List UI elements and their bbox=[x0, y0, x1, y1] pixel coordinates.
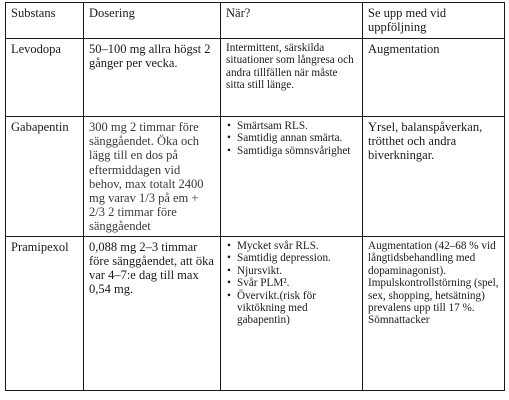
cell-se-upp: Augmentation (42–68 % vid långtidsbehandling med dopaminagonist). Impulskontrollstörning (spel, sex, shopping, hetsätning) prevalens upp till 17 %. Sömnattacker bbox=[363, 237, 505, 391]
bullet-icon: • bbox=[227, 289, 231, 302]
cell-substans: Levodopa bbox=[6, 39, 84, 117]
cell-nar: Intermittent, särskilda situationer som långresa och andra tillfällen när måste sitta still länge. bbox=[221, 39, 363, 117]
list-item: • Njursvikt. bbox=[227, 264, 283, 277]
bullet-icon: • bbox=[227, 252, 231, 265]
nar-list bbox=[226, 240, 358, 327]
list-item: • Svår PLM². bbox=[227, 277, 290, 290]
list-item: • Mycket svår RLS. bbox=[227, 240, 319, 252]
table-row bbox=[6, 39, 505, 117]
cell-se-upp: Augmentation bbox=[363, 39, 505, 117]
table-row bbox=[6, 117, 505, 237]
bullet-icon: • bbox=[227, 144, 231, 157]
list-item: • Samtidig depression. bbox=[227, 252, 331, 265]
cell-dosering: 0,088 mg 2–3 timmar före sänggåendet, att öka var 4–7:e dag till max 0,54 mg. bbox=[84, 237, 221, 391]
header-nar: När? bbox=[221, 3, 363, 39]
bullet-icon: • bbox=[227, 132, 231, 145]
list-item: • Smärtsam RLS. bbox=[227, 120, 308, 132]
header-substans: Substans bbox=[6, 3, 84, 39]
cell-nar bbox=[221, 237, 363, 391]
list-item: • Samtidiga sömnsvårighet bbox=[227, 144, 351, 157]
list-item: • Övervikt.(risk för viktökning med gabapentin) bbox=[227, 289, 316, 327]
cell-dosering: 300 mg 2 timmar före sänggåendet. Öka och lägg till en dos på eftermiddagen vid behov, max totalt 2400 mg varav 1/3 på em + 2/3 2 timmar före sänggåendet bbox=[84, 117, 221, 237]
bullet-icon: • bbox=[227, 264, 231, 277]
nar-list bbox=[226, 120, 358, 157]
bullet-icon: • bbox=[227, 120, 231, 132]
treatment-table bbox=[5, 2, 505, 391]
header-se-upp: Se upp med vid uppföljning bbox=[363, 3, 505, 39]
bullet-icon: • bbox=[227, 277, 231, 290]
bullet-icon: • bbox=[227, 240, 231, 252]
cell-se-upp: Yrsel, balanspåverkan, trötthet och andra biverkningar. bbox=[363, 117, 505, 237]
table-header-row bbox=[6, 3, 505, 39]
cell-nar bbox=[221, 117, 363, 237]
header-dosering: Dosering bbox=[84, 3, 221, 39]
table-row bbox=[6, 237, 505, 391]
cell-substans: Gabapentin bbox=[6, 117, 84, 237]
cell-dosering: 50–100 mg allra högst 2 gånger per vecka. bbox=[84, 39, 221, 117]
cell-substans: Pramipexol bbox=[6, 237, 84, 391]
list-item: • Samtidig annan smärta. bbox=[227, 132, 343, 145]
